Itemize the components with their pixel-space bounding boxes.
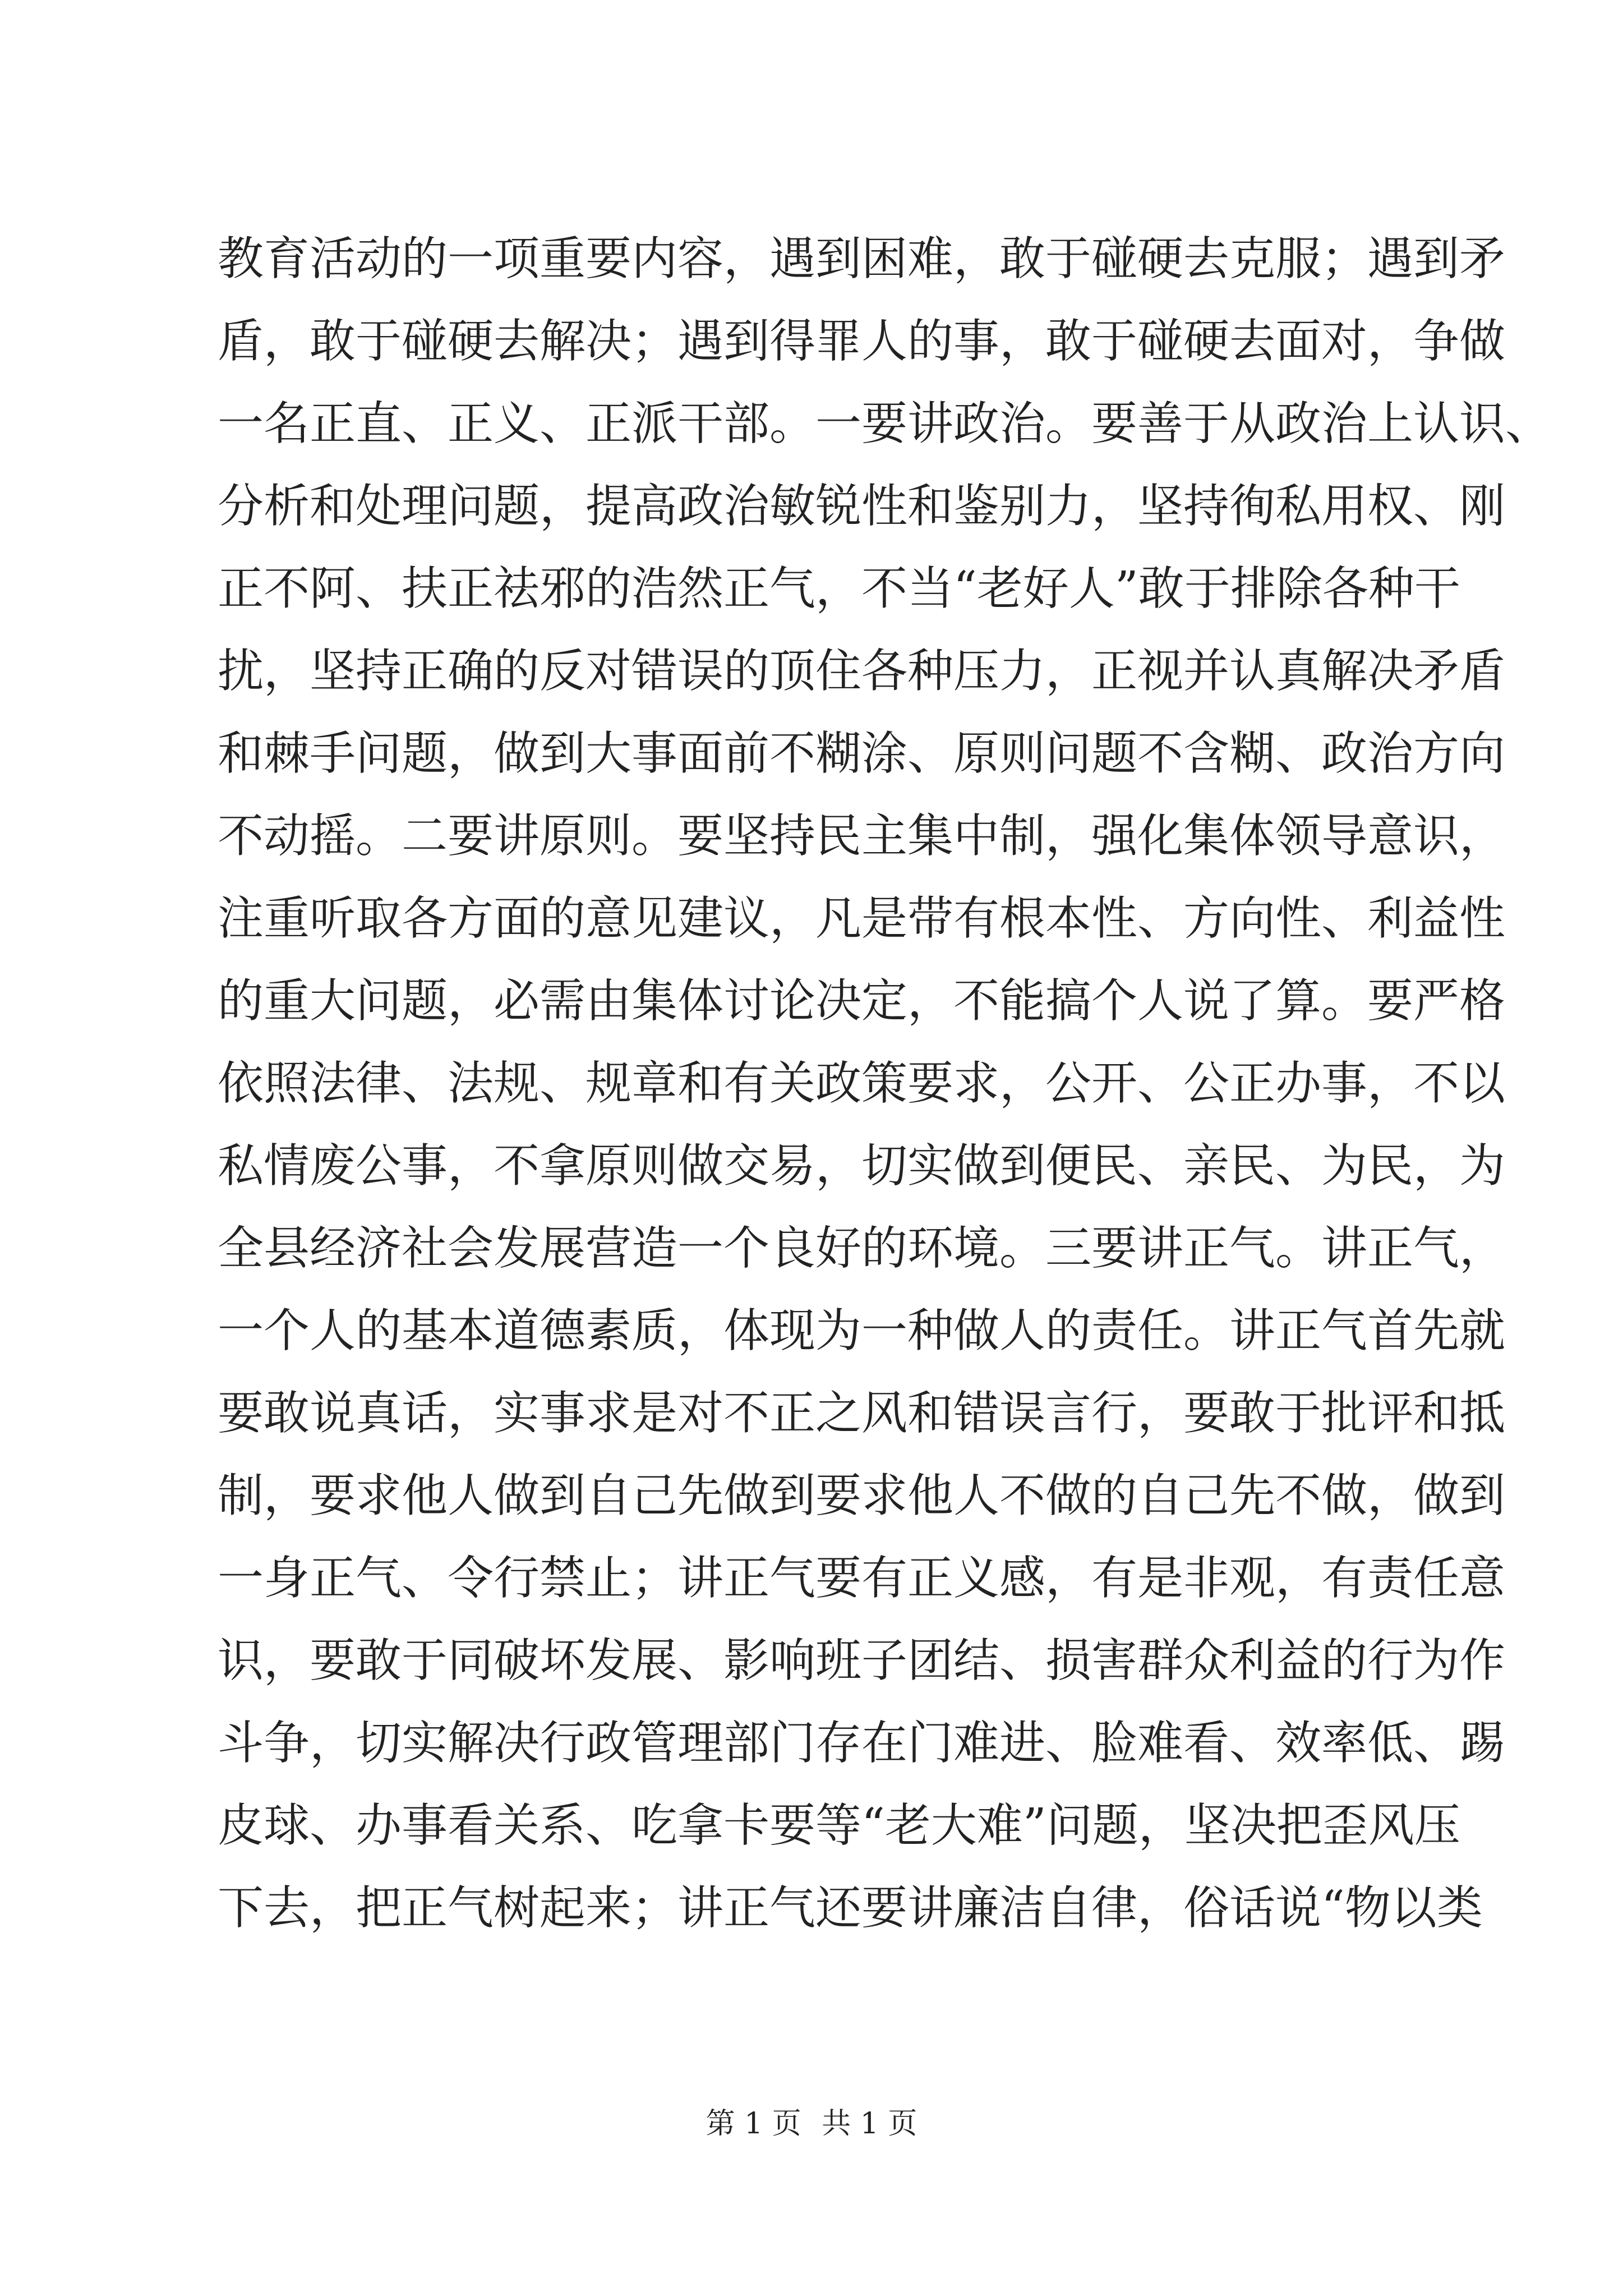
text-line: 的重大问题，必需由集体讨论决定，不能搞个人说了算。要严格 — [218, 974, 1506, 1028]
text-line: 正不阿、扶正祛邪的浩然正气，不当“老好人”敢于排除各种干 — [218, 562, 1460, 615]
text-line: 识，要敢于同破坏发展、影响班子团结、损害群众利益的行为作 — [218, 1634, 1506, 1687]
text-line: 一名正直、正义、正派干部。一要讲政治。要善于从政治上认识、 — [218, 397, 1552, 450]
text-line: 依照法律、法规、规章和有关政策要求，公开、公正办事，不以 — [218, 1057, 1506, 1110]
text-line: 私情废公事，不拿原则做交易，切实做到便民、亲民、为民，为 — [218, 1139, 1506, 1193]
text-line: 斗争，切实解决行政管理部门存在门难进、脸难看、效率低、踢 — [218, 1717, 1506, 1770]
text-line: 不动摇。二要讲原则。要坚持民主集中制，强化集体领导意识， — [218, 809, 1506, 863]
text-line: 下去，把正气树起来；讲正气还要讲廉洁自律，俗话说“物以类 — [218, 1881, 1483, 1935]
text-line: 分析和处理问题，提高政治敏锐性和鉴别力，坚持徇私用权、刚 — [218, 480, 1506, 533]
page-number: 第 1 页 — [706, 2107, 801, 2141]
text-line: 制，要求他人做到自己先做到要求他人不做的自己先不做，做到 — [218, 1469, 1506, 1522]
page-footer — [0, 2104, 1623, 2144]
text-line: 一身正气、令行禁止；讲正气要有正义感，有是非观，有责任意 — [218, 1552, 1506, 1605]
text-line: 要敢说真话，实事求是对不正之风和错误言行，要敢于批评和抵 — [218, 1387, 1506, 1440]
text-line: 教育活动的一项重要内容，遇到困难，敢于碰硬去克服；遇到矛 — [218, 232, 1506, 286]
text-line: 盾，敢于碰硬去解决；遇到得罪人的事，敢于碰硬去面对，争做 — [218, 315, 1506, 368]
body-text — [218, 218, 1552, 1949]
text-line: 和棘手问题，做到大事面前不糊涂、原则问题不含糊、政治方向 — [218, 727, 1506, 780]
text-line: 全县经济社会发展营造一个良好的环境。三要讲正气。讲正气， — [218, 1222, 1506, 1275]
page-total: 共 1 页 — [822, 2107, 917, 2141]
text-line: 注重听取各方面的意见建议，凡是带有根本性、方向性、利益性 — [218, 892, 1506, 945]
text-line: 皮球、办事看关系、吃拿卡要等“老大难”问题，坚决把歪风压 — [218, 1799, 1460, 1852]
text-line: 一个人的基本道德素质，体现为一种做人的责任。讲正气首先就 — [218, 1304, 1506, 1358]
text-line: 扰，坚持正确的反对错误的顶住各种压力，正视并认真解决矛盾 — [218, 645, 1506, 698]
